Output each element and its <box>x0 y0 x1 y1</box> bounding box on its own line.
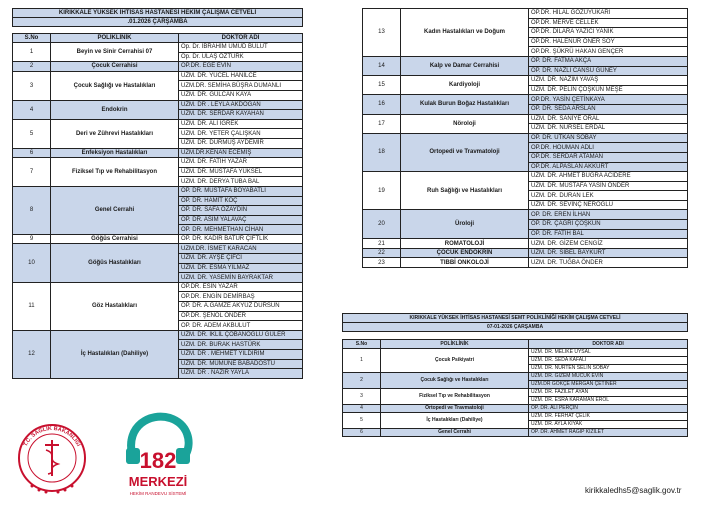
table1-doctor-name: UZM.DR.KENAN ECEMİŞ <box>179 148 303 158</box>
table1-doctor-name: OP. DR. ASIM YALAVAÇ <box>179 215 303 225</box>
table2-row-number: 17 <box>363 114 401 133</box>
table2-clinic-name: ÇOCUK ENDOKRİN <box>401 248 529 258</box>
table1-row-number: 3 <box>13 71 51 100</box>
table3-clinic-name: Ortopedi ve Travmatoloji <box>381 405 529 413</box>
table1-doctor-name: UZM. DR. YÜCEL HANİLCE <box>179 71 303 81</box>
table1-row-number: 9 <box>13 234 51 244</box>
column-header-no: S.No <box>13 34 51 43</box>
table1-doctor-name: UZM. DR. ESMA YILMAZ <box>179 263 303 273</box>
table-title: KIRIKKALE YÜKSEK İHTİSAS HASTANESİ HEKİM ÇALIŞMA CETVELİ <box>13 9 303 18</box>
main-schedule-table <box>12 8 303 379</box>
table3-doctor-name: UZM. DR. FERHAT ÇELİK <box>529 413 688 421</box>
table1-row-number: 8 <box>13 186 51 234</box>
table2-doctor-name: UZM. DR. NAZIM YAVAŞ <box>529 76 688 86</box>
table1-doctor-name: OP. DR. MUSTAFA BOYABATLI <box>179 186 303 196</box>
table3-row-number: 3 <box>343 389 381 405</box>
table3-clinic-name: Genel Cerrahi <box>381 429 529 437</box>
district-column-header-doctor: DOKTOR ADI <box>529 340 688 349</box>
table1-clinic-name: Çocuk Cerrahisi <box>51 62 179 72</box>
table3-doctor-name: UZM. DR. GİZEM MUCUK EVİN <box>529 373 688 381</box>
contact-email: kirikkaledhs5@saglik.gov.tr <box>585 486 682 495</box>
table1-clinic-name: Göğüs Hastalıkları <box>51 244 179 282</box>
table2-clinic-name: Kalp ve Damar Cerrahisi <box>401 56 529 75</box>
table1-doctor-name: UZM. DR. GÜLCAN KAYA <box>179 90 303 100</box>
table2-doctor-name: OP.DR. HOUMAN ADLI <box>529 143 688 153</box>
main-schedule-table-continued <box>362 8 688 268</box>
table2-row-number: 21 <box>363 239 401 249</box>
table1-clinic-name: Endokrin <box>51 100 179 119</box>
table1-clinic-name: İç Hastalıkları (Dahiliye) <box>51 330 179 378</box>
table2-row-number: 15 <box>363 76 401 95</box>
table1-row-number: 7 <box>13 158 51 187</box>
table1-doctor-name: UZM.DR. SEMİHA BÜŞRA DUMANLI <box>179 81 303 91</box>
table1-row-number: 12 <box>13 330 51 378</box>
table1-doctor-name: OP. DR. KADİR BATUR ÇİFTLİK <box>179 234 303 244</box>
table1-doctor-name: UZM. DR . NAZIR YAYLA <box>179 369 303 379</box>
table2-doctor-name: OP. DR. NAZLI CANSU GÜNEY <box>529 66 688 76</box>
table3-clinic-name: Çocuk Psikiyatri <box>381 349 529 373</box>
table1-row-number: 5 <box>13 119 51 148</box>
table2-clinic-name: Ruh Sağlığı ve Hastalıkları <box>401 172 529 210</box>
table2-doctor-name: OP.DR. SERDAR ATAMAN <box>529 152 688 162</box>
table3-row-number: 1 <box>343 349 381 373</box>
table2-clinic-name: TIBBİ ONKOLOJİ <box>401 258 529 268</box>
table1-doctor-name: UZM. DR. DERYA TUBA BAL <box>179 177 303 187</box>
table1-doctor-name: Op. Dr. İBRAHİM UMUD BULUT <box>179 43 303 53</box>
table1-row-number: 4 <box>13 100 51 119</box>
district-column-header-clinic: POLİKLİNİK <box>381 340 529 349</box>
table1-doctor-name: UZM. DR. FATİH YAZAR <box>179 158 303 168</box>
ministry-of-health-logo <box>12 418 92 500</box>
table1-row-number: 10 <box>13 244 51 282</box>
table1-doctor-name: OP. DR. SAFA ÖZAYDIN <box>179 206 303 216</box>
table2-doctor-name: UZM. DR. GİZEM CENGİZ <box>529 239 688 249</box>
table3-doctor-name: UZM. DR. NURTEN SELİN SOBAY <box>529 365 688 373</box>
table2-row-number: 20 <box>363 210 401 239</box>
table2-doctor-name: UZM. DR. NURSEL ERDAL <box>529 124 688 134</box>
table2-doctor-name: OP.DR. YASİN ÇETİNKAYA <box>529 95 688 105</box>
table2-clinic-name: Kardiyoloji <box>401 76 529 95</box>
table1-clinic-name: Göğüs Cerrahisi <box>51 234 179 244</box>
table-date: .01.2026 ÇARŞAMBA <box>13 18 303 27</box>
table1-doctor-name: UZM. DR. YASEMİN BAYRAKTAR <box>179 273 303 283</box>
table1-doctor-name: UZM. DR. MUSTAFA YÜKSEL <box>179 167 303 177</box>
table2-row-number: 13 <box>363 9 401 57</box>
table3-doctor-name: UZM.DR GÖKÇE MERGAN ÇETİNER <box>529 381 688 389</box>
table2-doctor-name: OP. DR. EREN İLHAN <box>529 210 688 220</box>
table1-doctor-name: UZM. DR. ALİ İĞREK <box>179 119 303 129</box>
table2-doctor-name: OP. DR. FATİH BAL <box>529 229 688 239</box>
table2-doctor-name: OP. DR. FATMA AKÇA <box>529 56 688 66</box>
table2-clinic-name: Ortopedi ve Travmatoloji <box>401 133 529 171</box>
table2-doctor-name: OP. DR. ÇAĞRI ÇOŞKUN <box>529 220 688 230</box>
table2-clinic-name: ROMATOLOJİ <box>401 239 529 249</box>
logo-subtitle: HEKİM RANDEVU SİSTEMİ <box>129 491 187 496</box>
table3-doctor-name: OP. DR. AHMET RAGIP KIZILET <box>529 429 688 437</box>
table2-row-number: 23 <box>363 258 401 268</box>
table2-doctor-name: UZM. DR. SİBEL BAYKURT <box>529 248 688 258</box>
table3-doctor-name: UZM. DR. FAZİLET AYAN <box>529 389 688 397</box>
district-table-title: KIRIKKALE YÜKSEK İHTİSAS HASTANESİ SEMT POLİKLİNİĞİ HEKİM ÇALIŞMA CETVELİ <box>343 314 688 323</box>
table1-doctor-name: UZM. DR . MEHMET YILDIRIM <box>179 350 303 360</box>
table1-row-number: 1 <box>13 43 51 62</box>
table2-doctor-name: UZM. DR. SANİYE ORAL <box>529 114 688 124</box>
table2-row-number: 18 <box>363 133 401 171</box>
table3-clinic-name: Çocuk Sağlığı ve Hastalıkları <box>381 373 529 389</box>
table1-doctor-name: Op. Dr. ULAŞ ÖZTÜRK <box>179 52 303 62</box>
table1-doctor-name: OP.DR. ENGİN DEMİRBAŞ <box>179 292 303 302</box>
district-column-header-no: S.No <box>343 340 381 349</box>
table3-row-number: 6 <box>343 429 381 437</box>
table2-row-number: 19 <box>363 172 401 210</box>
column-header-clinic: POLİKLİNİK <box>51 34 179 43</box>
district-clinic-schedule-table <box>342 313 688 437</box>
table1-row-number: 2 <box>13 62 51 72</box>
table1-doctor-name: UZM.DR. İSMET KARACAN <box>179 244 303 254</box>
table2-row-number: 16 <box>363 95 401 114</box>
table1-doctor-name: OP.DR. ŞENOL ÖNDER <box>179 311 303 321</box>
table1-doctor-name: OP. DR. HAMİT KOÇ <box>179 196 303 206</box>
table1-doctor-name: UZM. DR. SERDAR KAYAHAN <box>179 110 303 120</box>
table1-doctor-name: OP.DR. EGE EVİN <box>179 62 303 72</box>
table1-row-number: 11 <box>13 282 51 330</box>
table2-doctor-name: UZM. DR. PELİN ÇOŞKUN MEŞE <box>529 85 688 95</box>
table2-doctor-name: OP.DR. HALENUR ÖNER SOY <box>529 37 688 47</box>
table1-clinic-name: Beyin ve Sinir Cerrahisi 07 <box>51 43 179 62</box>
table1-doctor-name: UZM. DR. İKLİL ÇOBANOĞLU GÜLER <box>179 330 303 340</box>
table1-clinic-name: Çocuk Sağlığı ve Hastalıkları <box>51 71 179 100</box>
table2-doctor-name: OP.DR. MERVE CELLEK <box>529 18 688 28</box>
table1-doctor-name: OP.DR. ESİN YAZAR <box>179 282 303 292</box>
table2-row-number: 14 <box>363 56 401 75</box>
table1-doctor-name: UZM. DR. BURAK HASTÜRK <box>179 340 303 350</box>
table2-clinic-name: Kulak Burun Boğaz Hastalıkları <box>401 95 529 114</box>
table1-doctor-name: UZM. DR. MÜMÜNE BABADOSTU <box>179 359 303 369</box>
table2-doctor-name: OP.DR. ŞÜKRÜ HAKAN GENÇER <box>529 47 688 57</box>
table2-doctor-name: OP. DR. UTKAN SOBAY <box>529 133 688 143</box>
ministry-logo-text: T.C. SAĞLIK BAKANLIĞI <box>22 425 82 448</box>
column-header-doctor: DOKTOR ADI <box>179 34 303 43</box>
table2-doctor-name: UZM. DR. MUSTAFA YASİN ÖNDER <box>529 181 688 191</box>
table1-clinic-name: Fiziksel Tıp ve Rehabilitasyon <box>51 158 179 187</box>
table3-doctor-name: OP. DR. ALİ PERÇİN <box>529 405 688 413</box>
table3-doctor-name: UZM. DR. AYLA KIYAK <box>529 421 688 429</box>
table2-doctor-name: OP.DR. ALPASLAN AKKURT <box>529 162 688 172</box>
table1-clinic-name: Genel Cerrahi <box>51 186 179 234</box>
table2-clinic-name: Nöroloji <box>401 114 529 133</box>
table1-clinic-name: Deri ve Zührevi Hastalıkları <box>51 119 179 148</box>
table2-doctor-name: UZM. DR. AHMET BUĞRA ACIDERE <box>529 172 688 182</box>
table2-clinic-name: Kadın Hastalıkları ve Doğum <box>401 9 529 57</box>
table1-doctor-name: UZM. DR. AYŞE ÇİFCİ <box>179 254 303 264</box>
table1-doctor-name: UZM. DR. DURMUŞ AYDEMİR <box>179 138 303 148</box>
table1-clinic-name: Enfeksiyon Hastalıkları <box>51 148 179 158</box>
table1-row-number: 6 <box>13 148 51 158</box>
table2-doctor-name: OP. DR. SEDA ARSLAN <box>529 104 688 114</box>
central-appointment-182-logo <box>118 408 198 503</box>
table2-doctor-name: UZM. DR. DURAN LEK <box>529 191 688 201</box>
logo-182-number: 182 <box>139 448 177 473</box>
table3-doctor-name: UZM. DR. MELİKE UYSAL <box>529 349 688 357</box>
table3-clinic-name: Fiziksel Tıp ve Rehabilitasyon <box>381 389 529 405</box>
table3-doctor-name: UZM. DR. SEDA KAFALI <box>529 357 688 365</box>
logo-merkezi-text: MERKEZİ <box>128 474 188 489</box>
table3-row-number: 4 <box>343 405 381 413</box>
table2-row-number: 22 <box>363 248 401 258</box>
table1-doctor-name: OP. DR. MEHMETHAN CİHAN <box>179 225 303 235</box>
table2-doctor-name: OP.DR. HİLAL GÖZÜYUKARI <box>529 9 688 19</box>
table3-clinic-name: İç Hastalıkları (Dahiliye) <box>381 413 529 429</box>
table1-doctor-name: UZM. DR . LEYLA AKDOĞAN <box>179 100 303 110</box>
district-table-date: 07-01-2026 ÇARŞAMBA <box>343 323 688 332</box>
table3-row-number: 2 <box>343 373 381 389</box>
table1-doctor-name: OP. DR. A.GAMZE AKYÜZ DURSUN <box>179 302 303 312</box>
table3-doctor-name: UZM. DR. ESRA KARAMAN EROL <box>529 397 688 405</box>
table2-doctor-name: UZM. DR. SEVİNÇ NEROĞLU <box>529 200 688 210</box>
table1-doctor-name: OP. DR. ADEM AKBULUT <box>179 321 303 331</box>
table2-doctor-name: OP.DR. DİLARA YAZICI YANIK <box>529 28 688 38</box>
table2-clinic-name: Üroloji <box>401 210 529 239</box>
table1-clinic-name: Göz Hastalıkları <box>51 282 179 330</box>
table3-row-number: 5 <box>343 413 381 429</box>
table1-doctor-name: UZM. DR. YETER ÇALIŞKAN <box>179 129 303 139</box>
table2-doctor-name: UZM. DR. TUĞBA ÖNDER <box>529 258 688 268</box>
